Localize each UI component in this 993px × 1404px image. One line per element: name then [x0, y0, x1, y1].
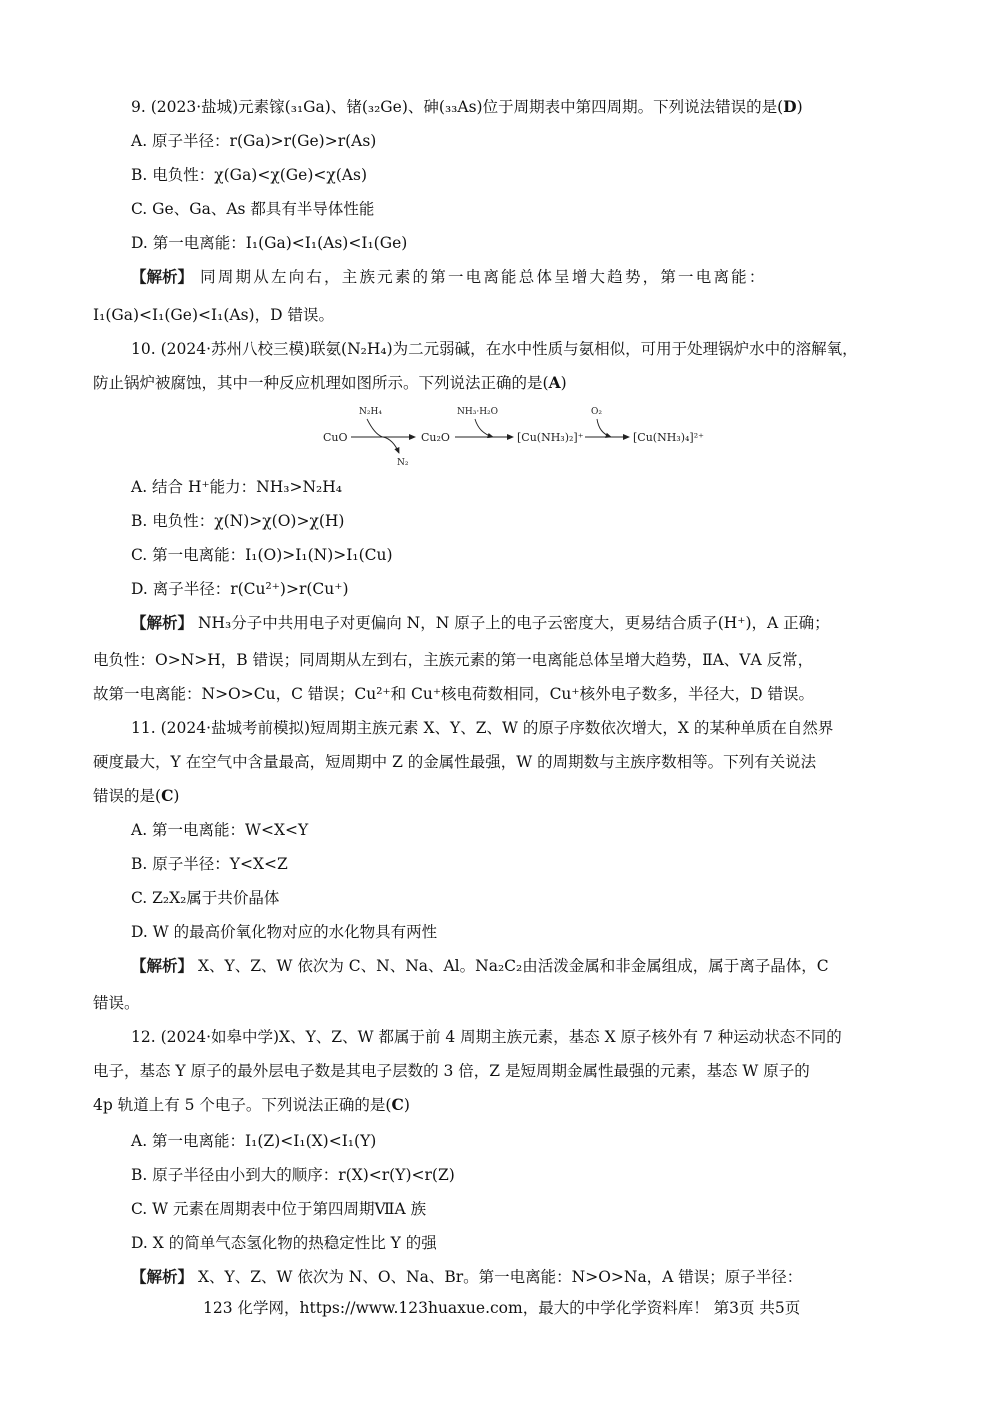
- q11-option-d: D. W 的最高价氧化物对应的水化物具有两性: [131, 923, 438, 941]
- nh3-curve-arrow: [475, 419, 493, 437]
- q9-stem: [131, 96, 803, 118]
- q11-stem-line2: 硬度最大，Y 在空气中含量最高，短周期中 Z 的金属性最强，W 的周期数与主族序数相等。下列有关说法: [93, 753, 817, 771]
- q9-option-c: C. Ge、Ga、As 都具有半导体性能: [131, 200, 375, 218]
- q10-stem-line1: 10. (2024·苏州八校三模)联氨(N₂H₄)为二元弱碱，在水中性质与氨相似，可用于处理锅炉水中的溶解氧，: [131, 340, 858, 358]
- n2-label: N₂: [397, 458, 409, 468]
- q10-stem-line2: [93, 372, 567, 394]
- q10-option-d: D. 离子半径：r(Cu²⁺)>r(Cu⁺): [131, 580, 349, 598]
- q10-analysis: [131, 612, 830, 634]
- analysis-tag: 【解析】: [131, 613, 194, 632]
- q10-option-b: B. 电负性：χ(N)>χ(O)>χ(H): [131, 512, 345, 530]
- q12-close: ): [403, 1096, 410, 1114]
- q10-close: ): [560, 374, 567, 392]
- q9-stem-text: 9. (2023·盐城)元素镓(₃₁Ga)、锗(₃₂Ge)、砷(₃₃As)位于周期表中第四周期。下列说法错误的是(: [131, 98, 784, 116]
- q10-option-a: A. 结合 H⁺能力：NH₃>N₂H₄: [131, 478, 342, 496]
- n2h4-curve-arrow: [367, 419, 399, 453]
- q10-option-c: C. 第一电离能：I₁(O)>I₁(N)>I₁(Cu): [131, 546, 393, 564]
- nh3h2o-label: NH₃·H₂O: [457, 407, 499, 417]
- analysis-tag: 【解析】: [131, 1267, 194, 1286]
- q9-answer: D: [783, 97, 797, 116]
- cuo-label: CuO: [323, 431, 348, 444]
- q10-analysis-line1: NH₃分子中共用电子对更偏向 N，N 原子上的电子云密度大，更易结合质子(H⁺)，A 正确；: [193, 614, 830, 632]
- q11-analysis-line2: 错误。: [93, 994, 140, 1012]
- q9-option-d: D. 第一电离能：I₁(Ga)<I₁(As)<I₁(Ge): [131, 234, 408, 252]
- q11-stem-line1: 11. (2024·盐城考前模拟)短周期主族元素 X、Y、Z、W 的原子序数依次增大，X 的某种单质在自然界: [131, 719, 834, 737]
- q12-analysis: [131, 1266, 802, 1288]
- reaction-mechanism-diagram: [315, 397, 715, 471]
- cu2o-label: Cu₂O: [421, 431, 450, 444]
- q9-close: ): [796, 98, 803, 116]
- q11-stem-line3: [93, 785, 179, 807]
- q12-answer: C: [391, 1095, 404, 1114]
- complex2-label: [Cu(NH₃)₄]²⁺: [633, 431, 704, 444]
- q9-option-b: B. 电负性：χ(Ga)<χ(Ge)<χ(As): [131, 166, 368, 184]
- q11-analysis: [131, 955, 829, 977]
- page-footer: 123 化学网，https://www.123huaxue.com，最大的中学化学资料库！ 第3页 共5页: [203, 1299, 801, 1317]
- q11-option-a: A. 第一电离能：W<X<Y: [131, 821, 309, 839]
- q12-stem-text: 4p 轨道上有 5 个电子。下列说法正确的是(: [93, 1096, 392, 1114]
- complex1-label: [Cu(NH₃)₂]⁺: [517, 431, 584, 444]
- q11-analysis-line1: X、Y、Z、W 依次为 C、N、Na、Al。Na₂C₂由活泼金属和非金属组成，属于离子晶体，C: [193, 957, 829, 975]
- q10-analysis-line3: 故第一电离能：N>O>Cu，C 错误；Cu²⁺和 Cu⁺核电荷数相同，Cu⁺核外电子数多，半径大，D 错误。: [93, 685, 814, 703]
- q10-analysis-line2: 电负性：O>N>H，B 错误；同周期从左到右，主族元素的第一电离能总体呈增大趋势，ⅡA、ⅤA 反常，: [93, 651, 814, 669]
- q12-option-d: D. X 的简单气态氢化物的热稳定性比 Y 的强: [131, 1234, 437, 1252]
- q11-option-b: B. 原子半径：Y<X<Z: [131, 855, 288, 873]
- q9-option-a: A. 原子半径：r(Ga)>r(Ge)>r(As): [131, 132, 377, 150]
- q10-answer: A: [548, 373, 561, 392]
- q9-analysis: [131, 266, 767, 288]
- o2-label: O₂: [591, 407, 602, 417]
- q12-stem-line3: [93, 1094, 410, 1116]
- analysis-tag: 【解析】: [131, 956, 194, 975]
- q11-stem-text: 错误的是(: [93, 787, 162, 805]
- q9-analysis-line1: 同周期从左向右，主族元素的第一电离能总体呈增大趋势，第一电离能：: [193, 268, 767, 286]
- q10-stem-text: 防止锅炉被腐蚀，其中一种反应机理如图所示。下列说法正确的是(: [93, 374, 549, 392]
- q11-close: ): [173, 787, 180, 805]
- q11-option-c: C. Z₂X₂属于共价晶体: [131, 889, 280, 907]
- q12-analysis-line1: X、Y、Z、W 依次为 N、O、Na、Br。第一电离能：N>O>Na，A 错误；原子半径：: [193, 1268, 803, 1286]
- n2h4-label: N₂H₄: [359, 407, 382, 417]
- q12-option-b: B. 原子半径由小到大的顺序：r(X)<r(Y)<r(Z): [131, 1166, 455, 1184]
- q12-stem-line1: 12. (2024·如皋中学)X、Y、Z、W 都属于前 4 周期主族元素，基态 X 原子核外有 7 种运动状态不同的: [131, 1028, 842, 1046]
- q9-analysis-line2: I₁(Ga)<I₁(Ge)<I₁(As)，D 错误。: [93, 306, 334, 324]
- q12-stem-line2: 电子，基态 Y 原子的最外层电子数是其电子层数的 3 倍，Z 是短周期金属性最强的元素，基态 W 原子的: [93, 1062, 810, 1080]
- analysis-tag: 【解析】: [131, 267, 194, 286]
- q12-option-a: A. 第一电离能：I₁(Z)<I₁(X)<I₁(Y): [131, 1132, 377, 1150]
- q12-option-c: C. W 元素在周期表中位于第四周期ⅦA 族: [131, 1200, 427, 1218]
- q11-answer: C: [161, 786, 174, 805]
- o2-curve-arrow: [597, 419, 611, 437]
